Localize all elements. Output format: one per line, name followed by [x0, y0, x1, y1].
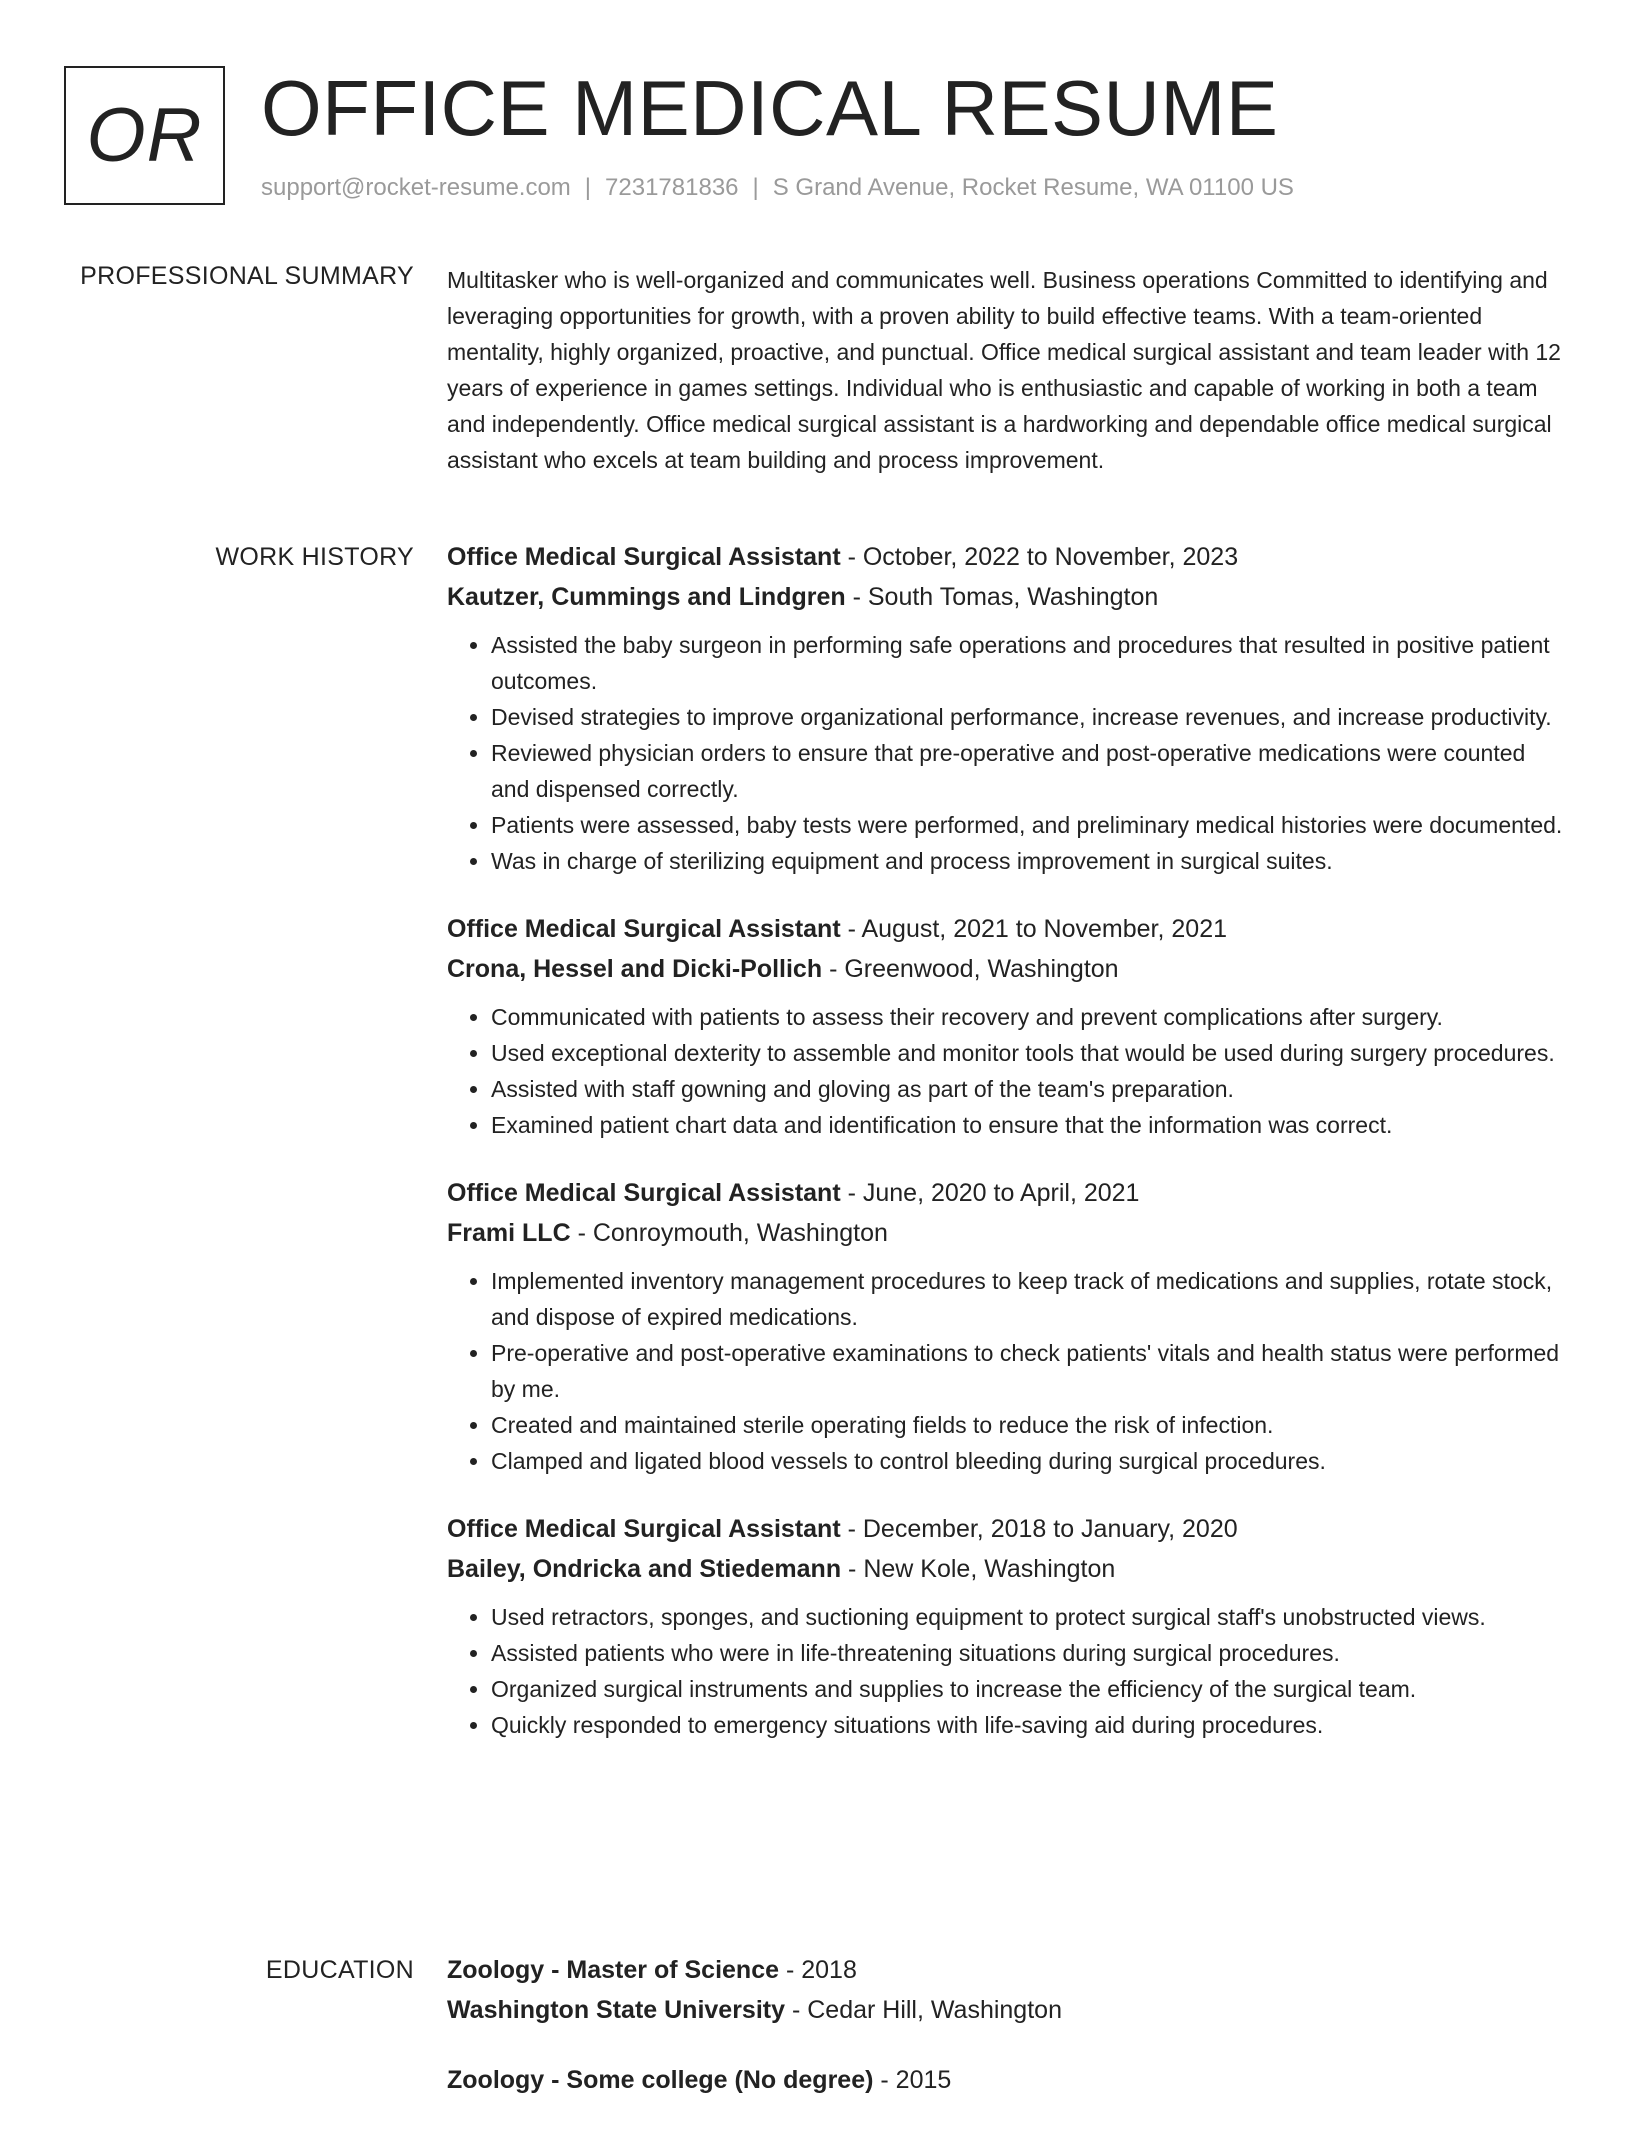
job-bullet: • Clamped and ligated blood vessels to control bleeding during surgical procedures. [491, 1443, 1567, 1479]
job-bullet: • Implemented inventory management procedures to keep track of medications and supplies, rotate stock, and dispose of expired medications. [491, 1263, 1567, 1335]
job-location: - Greenwood, Washington [822, 955, 1119, 983]
education-location: - Cedar Hill, Washington [785, 1996, 1062, 2024]
education-entry [447, 2060, 1567, 2100]
job-bullet: • Assisted with staff gowning and gloving as part of the team's preparation. [491, 1071, 1567, 1107]
job-company-line [447, 949, 1567, 989]
job-location: - South Tomas, Washington [845, 583, 1159, 611]
education-degree-line [447, 2060, 1567, 2100]
job-bullet: • Assisted patients who were in life-threatening situations during surgical procedures. [491, 1635, 1567, 1671]
job-company: Kautzer, Cummings and Lindgren [447, 583, 846, 611]
job-bullet: • Quickly responded to emergency situations with life-saving aid during procedures. [491, 1707, 1567, 1743]
job-entry [447, 1509, 1567, 1743]
job-title-line [447, 1509, 1567, 1549]
education-school: Washington State University [447, 1996, 786, 2024]
job-bullet: • Examined patient chart data and identification to ensure that the information was correct. [491, 1107, 1567, 1143]
job-location: - Conroymouth, Washington [570, 1219, 888, 1247]
resume-title: OFFICE MEDICAL RESUME [261, 64, 1279, 152]
monogram-badge: OR [64, 66, 225, 205]
job-bullets [447, 627, 1567, 879]
job-title: Office Medical Surgical Assistant [447, 1179, 841, 1207]
job-title: Office Medical Surgical Assistant [447, 1515, 841, 1543]
job-title-line [447, 909, 1567, 949]
job-dates: - October, 2022 to November, 2023 [840, 543, 1239, 571]
job-bullet: • Reviewed physician orders to ensure that pre-operative and post-operative medications were counted and dispensed correctly. [491, 735, 1567, 807]
contact-line [261, 174, 1294, 202]
job-bullet: • Was in charge of sterilizing equipment and process improvement in surgical suites. [491, 843, 1567, 879]
contact-email: support@rocket-resume.com [261, 174, 571, 201]
education-school-line [447, 1990, 1567, 2030]
job-entry [447, 537, 1567, 879]
job-entry [447, 1173, 1567, 1479]
education-degree: Zoology - Master of Science [447, 1956, 780, 1984]
job-title: Office Medical Surgical Assistant [447, 543, 841, 571]
job-company-line [447, 1213, 1567, 1253]
job-bullets [447, 999, 1567, 1143]
job-company-line [447, 1549, 1567, 1589]
resume-header [64, 64, 1568, 214]
job-bullet: • Patients were assessed, baby tests were performed, and preliminary medical histories were documented. [491, 807, 1567, 843]
job-company: Frami LLC [447, 1219, 571, 1247]
job-bullets [447, 1599, 1567, 1743]
job-title: Office Medical Surgical Assistant [447, 915, 841, 943]
job-bullet: • Created and maintained sterile operating fields to reduce the risk of infection. [491, 1407, 1567, 1443]
contact-separator: | [584, 174, 592, 201]
education-degree-line [447, 1950, 1567, 1990]
work-history-label: WORK HISTORY [215, 543, 414, 571]
job-bullet: • Used exceptional dexterity to assemble and monitor tools that would be used during surgery procedures. [491, 1035, 1567, 1071]
education-year: - 2015 [873, 2066, 952, 2094]
job-location: - New Kole, Washington [841, 1555, 1116, 1583]
job-dates: - December, 2018 to January, 2020 [840, 1515, 1238, 1543]
contact-address: S Grand Avenue, Rocket Resume, WA 01100 US [772, 174, 1294, 201]
job-bullet: • Pre-operative and post-operative examinations to check patients' vitals and health status were performed by me. [491, 1335, 1567, 1407]
job-dates: - June, 2020 to April, 2021 [840, 1179, 1140, 1207]
job-company: Bailey, Ondricka and Stiedemann [447, 1555, 842, 1583]
summary-text: Multitasker who is well-organized and communicates well. Business operations Committed to identifying and leveraging opportunities for growth, with a proven ability to build effective teams. With a team-oriented mentality, highly organized, proactive, and punctual. Office medical surgical assistant and team leader with 12 years of experience in games settings. Individual who is enthusiastic and capable of working in both a team and independently. Office medical surgical assistant is a hardworking and dependable office medical surgical assistant who excels at team building and process improvement. [447, 267, 1561, 473]
job-bullet: • Organized surgical instruments and supplies to increase the efficiency of the surgical team. [491, 1671, 1567, 1707]
contact-phone: 7231781836 [605, 174, 739, 201]
contact-separator: | [752, 174, 759, 201]
education-label: EDUCATION [265, 1956, 414, 1984]
education-entry [447, 1950, 1567, 2030]
job-title-line [447, 1173, 1567, 1213]
job-bullet: • Communicated with patients to assess their recovery and prevent complications after surgery. [491, 999, 1567, 1035]
job-dates: - August, 2021 to November, 2021 [840, 915, 1228, 943]
job-entry [447, 909, 1567, 1143]
job-bullet: • Devised strategies to improve organizational performance, increase revenues, and increase productivity. [491, 699, 1567, 735]
job-bullet: • Used retractors, sponges, and suctioning equipment to protect surgical staff's unobstructed views. [491, 1599, 1567, 1635]
job-company: Crona, Hessel and Dicki-Pollich [447, 955, 823, 983]
summary-label: PROFESSIONAL SUMMARY [80, 262, 414, 290]
job-bullet: • Assisted the baby surgeon in performing safe operations and procedures that resulted in positive patient outcomes. [491, 627, 1567, 699]
job-title-line [447, 537, 1567, 577]
education-year: - 2018 [779, 1956, 857, 1984]
job-bullets [447, 1263, 1567, 1479]
education-degree: Zoology - Some college (No degree) [447, 2066, 874, 2094]
job-company-line [447, 577, 1567, 617]
